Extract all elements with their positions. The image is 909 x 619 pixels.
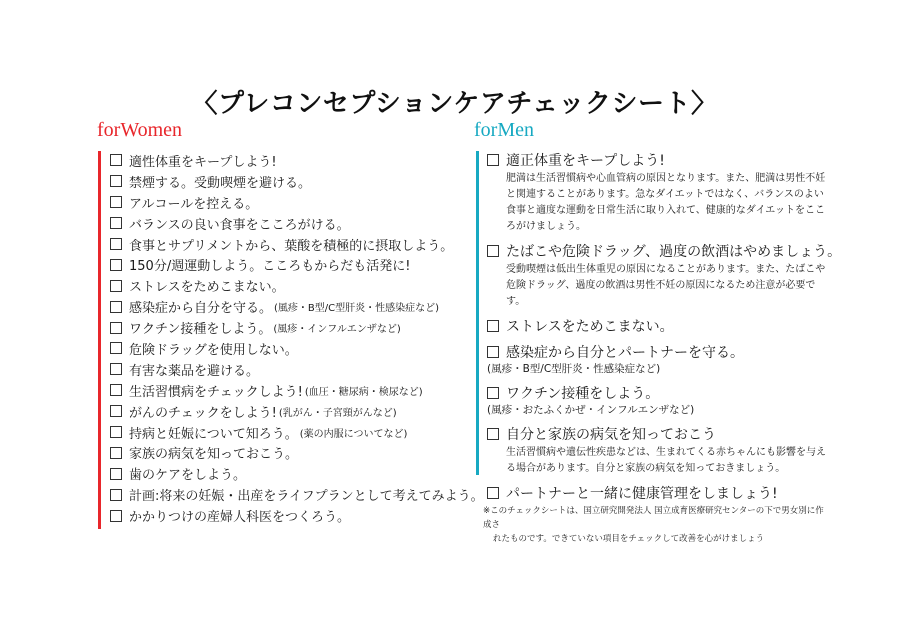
women-check-item[interactable] (110, 422, 486, 443)
checkbox[interactable] (110, 447, 122, 459)
item-note: (薬の内服についてなど) (299, 428, 408, 440)
women-check-item[interactable] (110, 254, 486, 275)
women-check-item[interactable] (110, 442, 486, 463)
checkbox[interactable] (487, 320, 499, 332)
checkbox[interactable] (110, 238, 122, 250)
men-accent-bar (476, 151, 479, 475)
item-label: 生活習慣病をチェックしよう! (129, 384, 303, 400)
item-label: がんのチェックをしよう! (129, 405, 277, 421)
men-check-item[interactable] (487, 316, 832, 336)
men-check-item[interactable] (487, 483, 832, 503)
checkbox[interactable] (110, 154, 122, 166)
item-label: バランスの良い食事をこころがける。 (129, 217, 350, 233)
checkbox[interactable] (110, 301, 122, 313)
checkbox[interactable] (110, 322, 122, 334)
women-check-item[interactable] (110, 234, 486, 255)
item-label: ワクチン接種をしよう。 (129, 322, 272, 338)
women-check-item[interactable] (110, 359, 486, 380)
checkbox[interactable] (487, 346, 499, 358)
item-note: (血圧・糖尿病・検尿など) (304, 386, 423, 398)
checkbox[interactable] (110, 510, 122, 522)
page-title: 〈プレコンセプションケアチェックシート〉 (191, 89, 718, 119)
women-check-item[interactable] (110, 338, 486, 359)
item-label: ワクチン接種をしよう。 (506, 386, 660, 402)
item-note: (風疹・B型/C型肝炎・性感染症など) (274, 303, 440, 315)
item-label: 持病と妊娠について知ろう。 (129, 426, 298, 442)
women-check-item[interactable] (110, 213, 486, 234)
item-label: 計画:将来の妊娠・出産をライフプランとして考えてみよう。 (129, 489, 484, 505)
checkbox[interactable] (110, 196, 122, 208)
checkbox[interactable] (110, 426, 122, 438)
women-check-item[interactable] (110, 463, 486, 484)
item-label: ストレスをためこまない。 (129, 280, 285, 296)
women-check-item[interactable] (110, 171, 486, 192)
men-checklist (487, 150, 842, 509)
item-label: 有害な薬品を避ける。 (129, 363, 260, 379)
women-checklist (110, 150, 486, 526)
footnote (483, 504, 828, 546)
item-label: パートナーと一緒に健康管理をしましょう! (506, 486, 778, 502)
checkbox[interactable] (110, 259, 122, 271)
item-note: (風疹・B型/C型肝炎・性感染症など) (487, 363, 661, 375)
checkbox[interactable] (110, 363, 122, 375)
checkbox[interactable] (110, 405, 122, 417)
item-label: 自分と家族の病気を知っておこう (506, 427, 716, 443)
item-note: (乳がん・子宮頸がんなど) (278, 407, 397, 419)
women-check-item[interactable] (110, 275, 486, 296)
men-check-item[interactable] (487, 150, 832, 235)
item-label: アルコールを控える。 (129, 196, 259, 212)
item-label: 家族の病気を知っておこう。 (129, 447, 299, 463)
men-check-item[interactable] (487, 383, 832, 418)
item-label: 食事とサプリメントから、葉酸を積極的に摂取しよう。 (129, 238, 454, 254)
item-label: たばこや危険ドラッグ、過度の飲酒はやめましょう。 (506, 244, 842, 260)
women-check-item[interactable] (110, 317, 486, 338)
men-check-item[interactable] (487, 342, 832, 377)
item-label: 150分/週運動しよう。こころもからだも活発に! (129, 259, 411, 275)
men-heading: forMen (474, 119, 534, 141)
item-note: (風疹・インフルエンザなど) (273, 324, 401, 336)
footnote-line-2: れたものです。できていない項目をチェックして改善を心がけましょう (493, 534, 765, 544)
item-label: 感染症から自分とパートナーを守る。 (506, 345, 744, 361)
item-label: 適性体重をキープしよう! (129, 154, 277, 170)
item-label: 危険ドラッグを使用しない。 (129, 342, 298, 358)
checkbox[interactable] (110, 384, 122, 396)
checkbox[interactable] (110, 342, 122, 354)
women-accent-bar (98, 151, 101, 529)
checkbox[interactable] (110, 489, 122, 501)
women-check-item[interactable] (110, 484, 486, 505)
item-label: 適正体重をキープしよう! (506, 153, 665, 169)
footnote-line-1: ※このチェックシートは、国立研究開発法人 国立成育医療研究センターの下で男女別に作成さ (483, 506, 824, 530)
checkbox[interactable] (487, 154, 499, 166)
checkbox[interactable] (110, 217, 122, 229)
item-label: かかりつけの産婦人科医をつくろう。 (129, 510, 351, 526)
women-check-item[interactable] (110, 401, 486, 422)
men-check-item[interactable] (487, 424, 832, 477)
checkbox[interactable] (110, 468, 122, 480)
men-check-item[interactable] (487, 241, 842, 310)
item-description: 生活習慣病や遺伝性疾患などは、生まれてくる赤ちゃんにも影響を与える場合があります。自分と家族の病気を知っておきましょう。 (506, 447, 826, 474)
item-label: 歯のケアをしよう。 (129, 468, 247, 484)
women-check-item[interactable] (110, 150, 486, 171)
women-check-item[interactable] (110, 192, 486, 213)
checkbox[interactable] (487, 387, 499, 399)
women-heading: forWomen (97, 119, 183, 141)
item-description: 受動喫煙は低出生体重児の原因になることがあります。また、たばこや危険ドラッグ、過度の飲酒は男性不妊の原因になるため注意が必要です。 (506, 264, 826, 307)
checkbox[interactable] (110, 175, 122, 187)
item-description: 肥満は生活習慣病や心血管病の原因となります。また、肥満は男性不妊と関連することがあります。急なダイエットではなく、バランスのよい食事と適度な運動を日常生活に取り入れて、健康的なダイエットをこころがけましょう。 (506, 173, 826, 232)
women-check-item[interactable] (110, 296, 486, 317)
checkbox[interactable] (487, 428, 499, 440)
item-label: 感染症から自分を守る。 (129, 301, 273, 317)
item-label: ストレスをためこまない。 (506, 319, 674, 335)
checkbox[interactable] (487, 487, 499, 499)
item-note: (風疹・おたふくかぜ・インフルエンザなど) (487, 404, 695, 416)
checkbox[interactable] (110, 280, 122, 292)
women-check-item[interactable] (110, 380, 486, 401)
women-check-item[interactable] (110, 505, 486, 526)
item-label: 禁煙する。受動喫煙を避ける。 (129, 175, 312, 191)
checkbox[interactable] (487, 245, 499, 257)
